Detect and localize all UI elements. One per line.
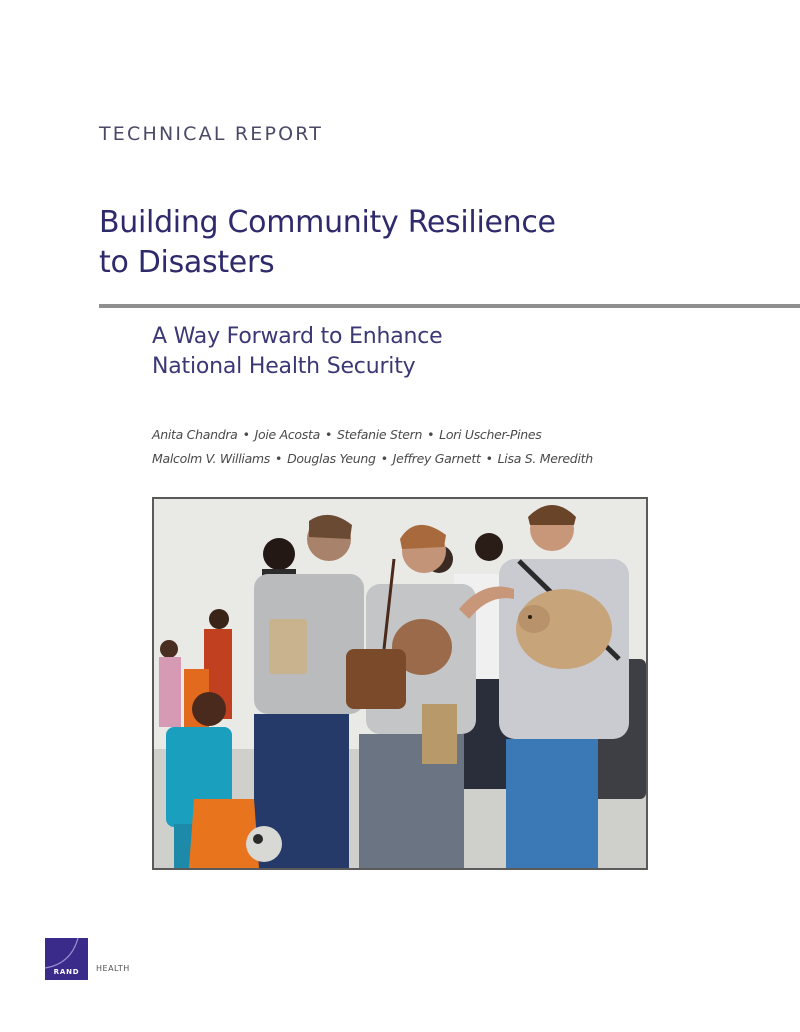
author-separator: •	[380, 451, 388, 466]
subtitle-line-1: A Way Forward to Enhance	[152, 324, 443, 349]
author-line-2	[152, 447, 593, 471]
author: Malcolm V. Williams	[152, 451, 271, 466]
author-separator: •	[485, 451, 493, 466]
photo-illustration	[154, 499, 646, 868]
report-subtitle	[152, 322, 442, 382]
author: Jeffrey Garnett	[392, 451, 481, 466]
author: Lisa S. Meredith	[497, 451, 593, 466]
author: Stefanie Stern	[337, 427, 423, 442]
author-line-1	[152, 423, 593, 447]
author-separator: •	[242, 427, 250, 442]
author-separator: •	[324, 427, 333, 442]
title-line-1: Building Community Resilience	[99, 205, 556, 240]
title-divider	[99, 304, 800, 308]
author-separator: •	[427, 427, 435, 442]
author-list	[152, 423, 593, 471]
author: Douglas Yeung	[287, 451, 376, 466]
cover-photo	[152, 497, 648, 870]
author-separator: •	[275, 451, 283, 466]
rand-logo-text: RAND	[53, 968, 80, 976]
title-line-2: to Disasters	[99, 245, 275, 280]
report-title	[99, 203, 556, 283]
author: Lori Uscher-Pines	[439, 427, 542, 442]
author: Anita Chandra	[152, 427, 238, 442]
publisher-division: HEALTH	[96, 964, 130, 973]
rand-logo	[45, 938, 88, 980]
subtitle-line-2: National Health Security	[152, 354, 416, 379]
author: Joie Acosta	[254, 427, 320, 442]
series-label: TECHNICAL REPORT	[99, 123, 324, 145]
